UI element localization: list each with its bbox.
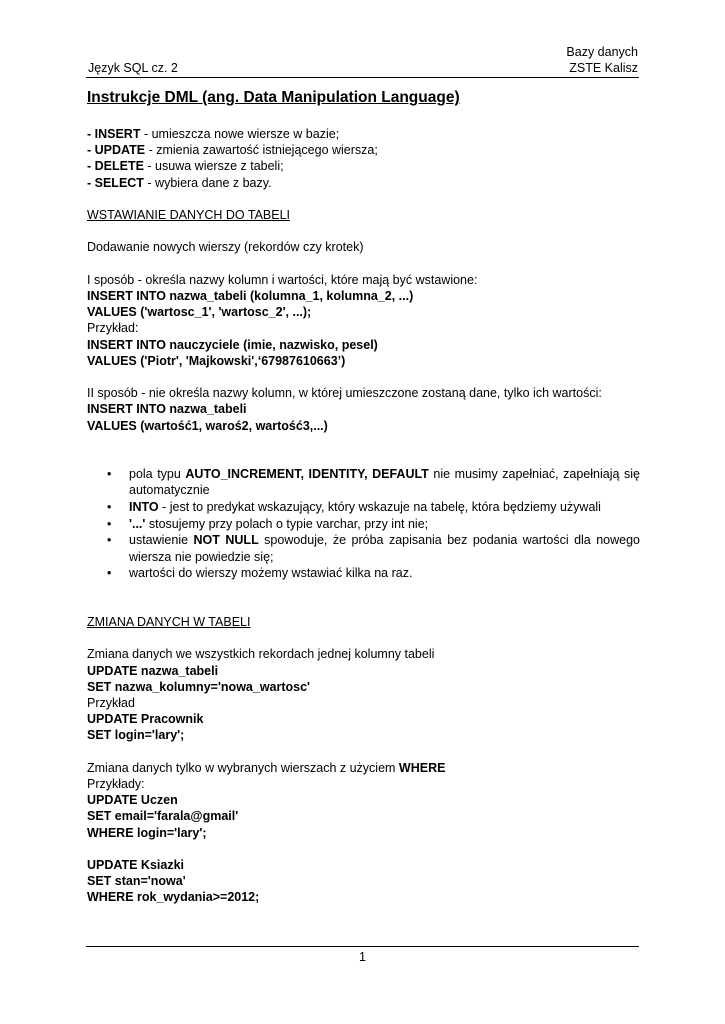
page-title: Instrukcje DML (ang. Data Manipulation Language) xyxy=(87,89,460,106)
command-desc: - wybiera dane z bazy. xyxy=(143,175,272,190)
update-example1-line2: SET login='lary'; xyxy=(87,728,185,743)
insert-way1-example-line2: VALUES ('Piotr', 'Majkowski',‘67987610663’) xyxy=(87,353,346,368)
command-desc: - zmienia zawartość istniejącego wiersza; xyxy=(145,143,378,158)
update-example2-line2: SET email='farala@gmail' xyxy=(87,809,239,824)
insert-way1-syntax-line2: VALUES ('wartosc_1', 'wartosc_2', ...); xyxy=(87,305,312,320)
bullet-dot-icon: • xyxy=(107,566,112,581)
command-desc: - umieszcza nowe wiersze w bazie; xyxy=(140,127,340,141)
update-section-heading: ZMIANA DANYCH W TABELI xyxy=(87,614,251,629)
insert-description: Dodawanie nowych wierszy (rekordów czy krotek) xyxy=(87,240,364,255)
page-number: 1 xyxy=(359,950,366,964)
insert-way2-syntax-line2: VALUES (wartość1, waroś2, wartość3,...) xyxy=(87,418,328,433)
list-item: • pola typu AUTO_INCREMENT, IDENTITY, DEFAULT nie musimy zapełniać, zapełniają się automatycznie xyxy=(107,466,640,498)
command-name: - UPDATE xyxy=(87,143,146,158)
update-syntax-line2: SET nazwa_kolumny='nowa_wartosc' xyxy=(87,679,311,694)
update-syntax-line1: UPDATE nazwa_tabeli xyxy=(87,663,219,678)
command-select xyxy=(87,175,640,191)
update-examples-label: Przykłady: xyxy=(87,776,145,791)
header-right-line1: Bazy danych xyxy=(566,45,638,59)
update-example1-line1: UPDATE Pracownik xyxy=(87,712,204,727)
list-item: • ustawienie NOT NULL spowoduje, że próba zapisania bez podania wartości dla nowego wiersza nie powiedzie się; xyxy=(107,533,640,564)
bullet-dot-icon: • xyxy=(107,499,112,514)
insert-notes-list xyxy=(87,466,640,582)
update-example3-line3: WHERE rok_wydania>=2012; xyxy=(87,890,260,905)
command-desc: - usuwa wiersze z tabeli; xyxy=(143,159,284,174)
dml-command-list xyxy=(87,126,640,191)
insert-way2-description: II sposób - nie określa nazwy kolumn, w której umieszczone zostaną dane, tylko ich wartości: xyxy=(87,386,602,401)
header-right-line2: ZSTE Kalisz xyxy=(569,61,638,75)
bullet-dot-icon: • xyxy=(107,533,112,548)
command-name: - INSERT xyxy=(87,127,141,141)
command-name: - SELECT xyxy=(87,175,144,190)
list-item: • wartości do wierszy możemy wstawiać kilka na raz. xyxy=(107,566,413,581)
header-divider xyxy=(86,77,639,78)
update-all-description: Zmiana danych we wszystkich rekordach jednej kolumny tabeli xyxy=(87,647,435,662)
update-example-label: Przykład xyxy=(87,695,135,710)
command-insert xyxy=(87,126,640,142)
update-example2-line3: WHERE login='lary'; xyxy=(87,825,207,840)
update-example3-line2: SET stan='nowa' xyxy=(87,874,186,889)
update-example2-line1: UPDATE Uczen xyxy=(87,793,178,808)
insert-section-heading: WSTAWIANIE DANYCH DO TABELI xyxy=(87,208,291,222)
header-left: Język SQL cz. 2 xyxy=(88,61,178,75)
list-item: • '...' stosujemy przy polach o typie varchar, przy int nie; xyxy=(107,516,429,531)
insert-way2-syntax-line1: INSERT INTO nazwa_tabeli xyxy=(87,402,247,417)
command-update xyxy=(87,142,640,158)
page-content xyxy=(87,88,640,906)
bullet-dot-icon: • xyxy=(107,466,112,481)
footer-divider xyxy=(86,946,639,947)
list-item: • INTO - jest to predykat wskazujący, który wskazuje na tabelę, która będziemy używali xyxy=(107,499,601,514)
update-example3-line1: UPDATE Ksiazki xyxy=(87,857,185,872)
command-name: - DELETE xyxy=(87,159,144,174)
update-where-description: Zmiana danych tylko w wybranych wierszach z użyciem WHERE xyxy=(87,760,446,775)
insert-way1-example-line1: INSERT INTO nauczyciele (imie, nazwisko, pesel) xyxy=(87,337,378,352)
insert-way1-syntax-line1: INSERT INTO nazwa_tabeli (kolumna_1, kolumna_2, ...) xyxy=(87,288,414,303)
bullet-dot-icon: • xyxy=(107,516,112,531)
command-delete xyxy=(87,158,640,174)
insert-example-label: Przykład: xyxy=(87,321,139,336)
insert-way1-description: I sposób - określa nazwy kolumn i wartości, które mają być wstawione: xyxy=(87,272,478,287)
